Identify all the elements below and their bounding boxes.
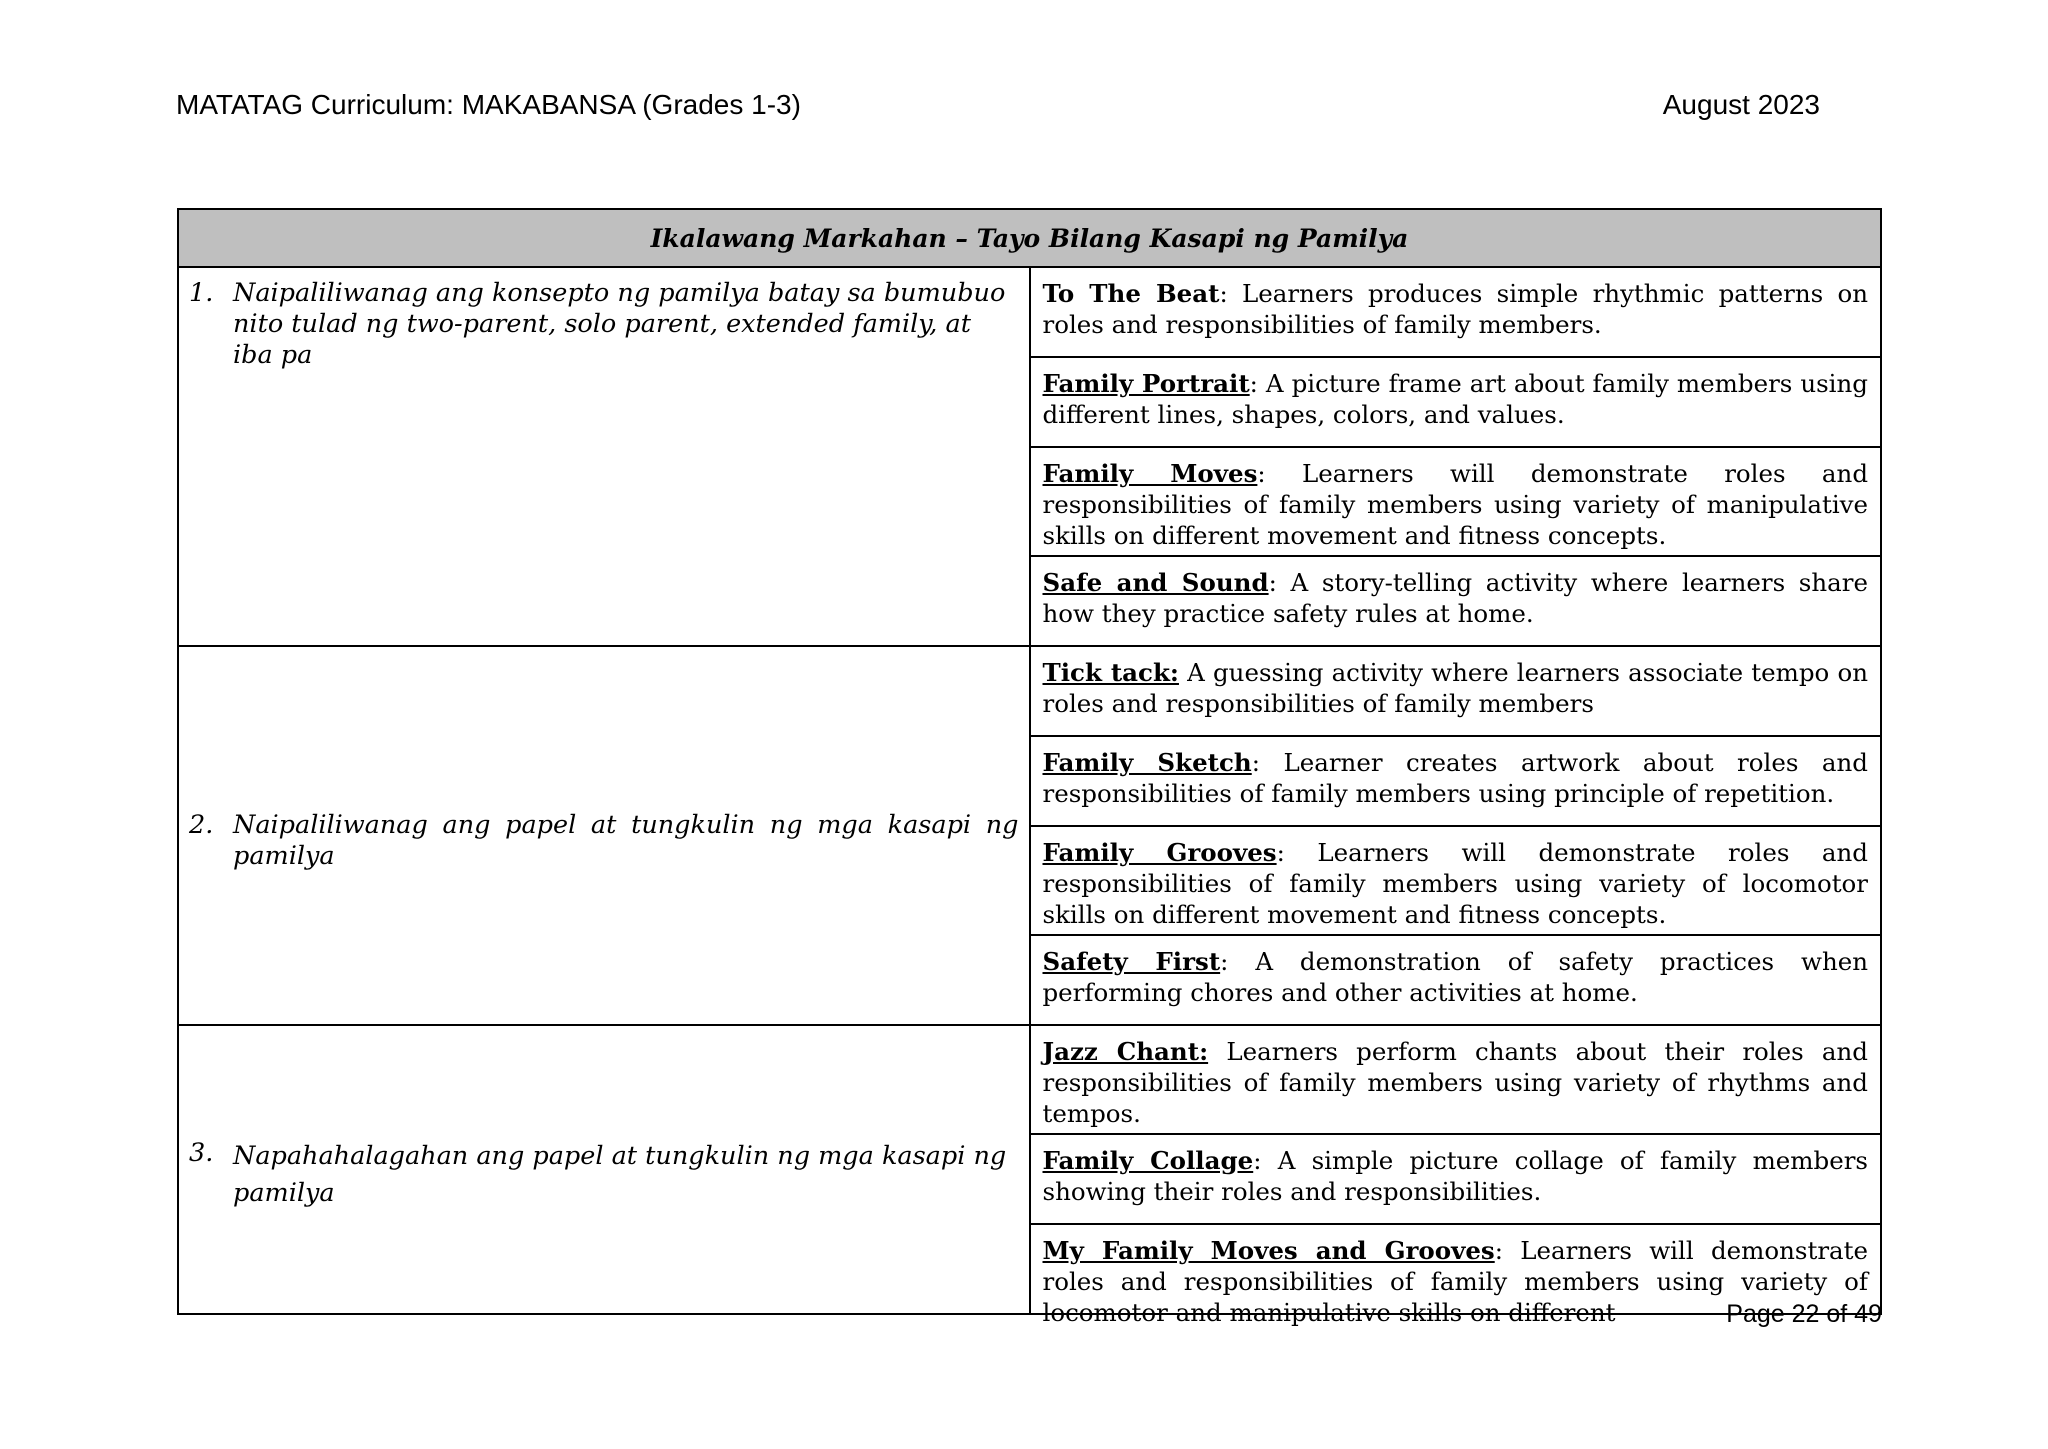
competency-text: Naipaliliwanag ang papel at tungkulin ng mga kasapi ng pamilya [233, 809, 1019, 871]
activity-title: Family Moves [1042, 459, 1258, 488]
activity-cell [1030, 1025, 1882, 1134]
activity-cell [1030, 447, 1882, 556]
quarter-title: Ikalawang Markahan – Tayo Bilang Kasapi ng Pamilya [178, 209, 1881, 267]
activity-title: Family Sketch [1042, 748, 1252, 777]
activity-description: : A demonstration of safety practices when performing chores and other activities at home. [1042, 947, 1869, 1007]
document-header-title: MATATAG Curriculum: MAKABANSA (Grades 1-3) [176, 89, 801, 120]
competency-cell [178, 267, 1030, 646]
activity-cell [1030, 646, 1882, 736]
competency-number: 2. [189, 809, 214, 840]
competency-number: 1. [189, 278, 214, 308]
activity-description: Learners perform chants about their roles and responsibilities of family members using variety of rhythms and tempos. [1042, 1037, 1868, 1128]
activity-title: Safety First [1042, 947, 1221, 976]
page-number: Page 22 of 49 [1726, 1300, 1882, 1328]
activity-title: Family Grooves [1042, 838, 1277, 867]
activity-description: : A story-telling activity where learners share how they practice safety rules at home. [1042, 568, 1868, 628]
activity-description: : A simple picture collage of family members showing their roles and responsibilities. [1042, 1146, 1869, 1206]
activity-description: : Learners produces simple rhythmic patterns on roles and responsibilities of family members. [1042, 279, 1868, 339]
activity-cell [1030, 826, 1882, 935]
activity-title: Family Collage [1042, 1146, 1254, 1175]
curriculum-table [177, 208, 1882, 1327]
activity-description: : Learners will demonstrate roles and responsibilities of family members using variety of locomotor skills on different movement and fitness concepts. [1042, 838, 1868, 929]
competency-number: 3. [189, 1137, 214, 1168]
competency-text: Naipaliliwanag ang konsepto ng pamilya batay sa bumubuo nito tulad ng two-parent, solo parent, extended family, at iba pa [233, 278, 1006, 370]
activity-title: To The Beat [1042, 279, 1220, 308]
activity-description: : Learners will demonstrate roles and responsibilities of family members using variety of locomotor and manipulative skills on different [1042, 1236, 1868, 1327]
competency-cell [178, 646, 1030, 1025]
activity-cell [1030, 556, 1882, 646]
activity-cell [1030, 357, 1882, 447]
activity-title: Tick tack: [1042, 658, 1179, 687]
activity-description: : Learners will demonstrate roles and responsibilities of family members using variety of manipulative skills on different movement and fitness concepts. [1042, 459, 1869, 550]
activity-title: Family Portrait [1042, 369, 1250, 398]
competency-cell [178, 1025, 1030, 1314]
activity-title: Safe and Sound [1042, 568, 1269, 597]
activity-cell [1030, 736, 1882, 826]
activity-cell [1030, 935, 1882, 1025]
activity-title: Jazz Chant: [1042, 1037, 1209, 1066]
activity-cell [1030, 1134, 1882, 1224]
competency-text: Napahahalagahan ang papel at tungkulin ng mga kasapi ng pamilya [233, 1140, 1007, 1208]
activity-description: : A picture frame art about family members using different lines, shapes, colors, and values. [1042, 369, 1868, 429]
activity-description: A guessing activity where learners associate tempo on roles and responsibilities of family members [1042, 658, 1868, 718]
activity-cell [1030, 267, 1882, 357]
activity-description: : Learner creates artwork about roles and responsibilities of family members using principle of repetition. [1042, 748, 1868, 808]
activity-title: My Family Moves and Grooves [1042, 1236, 1495, 1265]
document-header-date: August 2023 [1662, 89, 1820, 120]
